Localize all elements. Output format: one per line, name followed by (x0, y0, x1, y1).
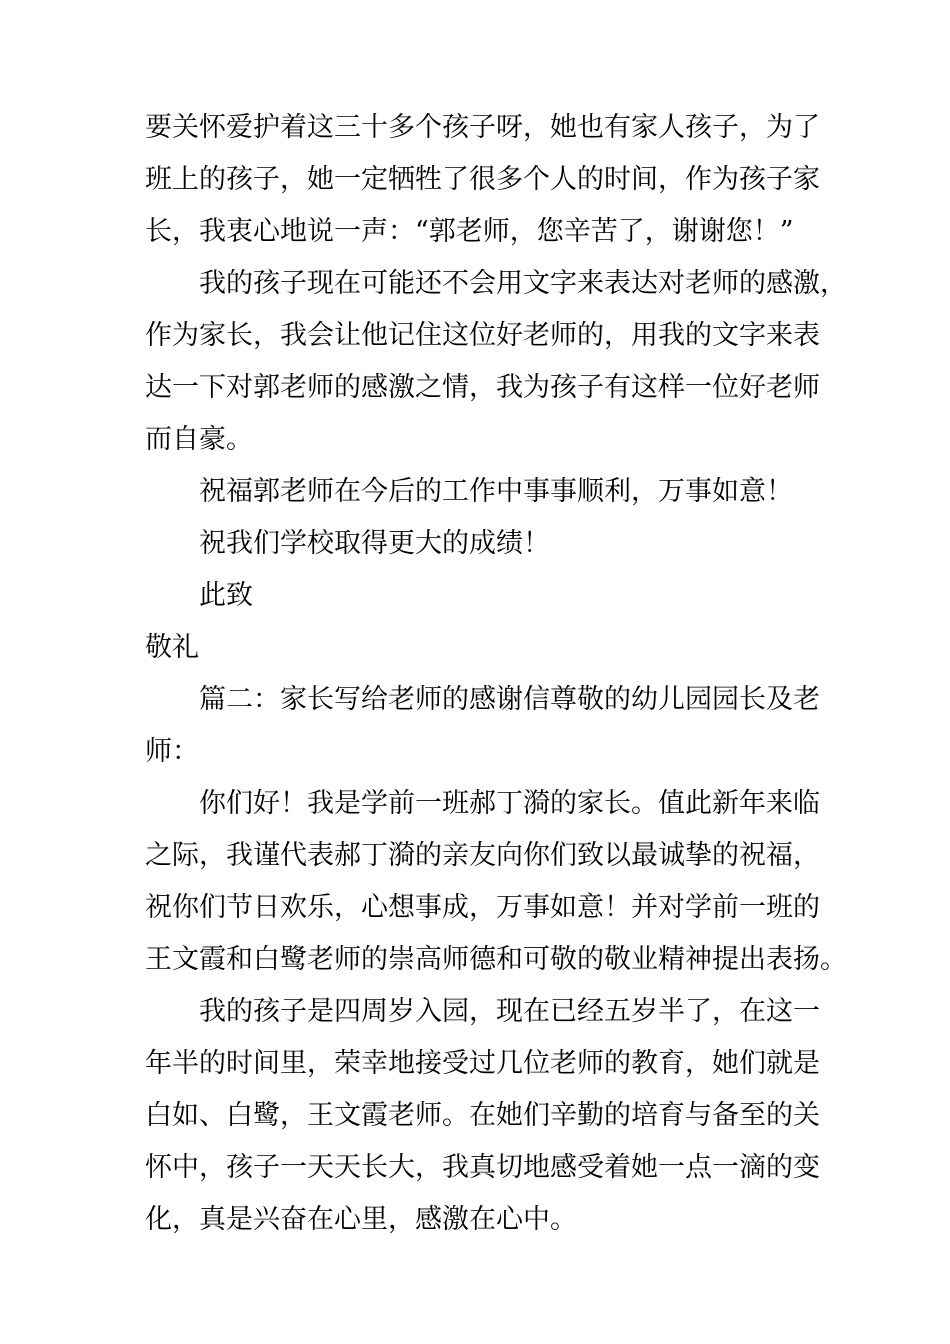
text-line: 此致 (199, 580, 253, 611)
text-line: 白如、白鹭，王文霞老师。在她们辛勤的培育与备至的关 (145, 1100, 820, 1131)
text-line: 祝我们学校取得更大的成绩！ (199, 528, 550, 559)
text-line: 要关怀爱护着这三十多个孩子呀，她也有家人孩子，为了 (145, 112, 820, 143)
text-line: 而自豪。 (145, 424, 253, 455)
text-line: 篇二：家长写给老师的感谢信尊敬的幼儿园园长及老 (199, 684, 820, 715)
letter-body (145, 102, 847, 1246)
text-line: 化，真是兴奋在心里，感激在心中。 (145, 1204, 577, 1235)
text-line: 我的孩子现在可能还不会用文字来表达对老师的感激， (199, 268, 847, 299)
text-line: 长，我衷心地说一声：“郭老师，您辛苦了，谢谢您！” (145, 216, 794, 247)
text-line: 作为家长，我会让他记住这位好老师的，用我的文字来表 (145, 320, 820, 351)
text-line: 王文霞和白鹭老师的崇高师德和可敬的敬业精神提出表扬。 (145, 944, 847, 975)
text-line: 之际，我谨代表郝丁漪的亲友向你们致以最诚挚的祝福， (145, 840, 820, 871)
text-line: 你们好！我是学前一班郝丁漪的家长。值此新年来临 (199, 788, 820, 819)
text-line: 祝你们节日欢乐，心想事成，万事如意！并对学前一班的 (145, 892, 820, 923)
text-line: 师： (145, 736, 199, 767)
text-line: 达一下对郭老师的感激之情，我为孩子有这样一位好老师 (145, 372, 820, 403)
text-line: 班上的孩子，她一定牺牲了很多个人的时间，作为孩子家 (145, 164, 820, 195)
text-line: 敬礼 (145, 632, 199, 663)
text-line: 年半的时间里，荣幸地接受过几位老师的教育，她们就是 (145, 1048, 820, 1079)
text-line: 我的孩子是四周岁入园，现在已经五岁半了，在这一 (199, 996, 820, 1027)
text-line: 怀中，孩子一天天长大，我真切地感受着她一点一滴的变 (145, 1152, 820, 1183)
text-line: 祝福郭老师在今后的工作中事事顺利，万事如意！ (199, 476, 793, 507)
